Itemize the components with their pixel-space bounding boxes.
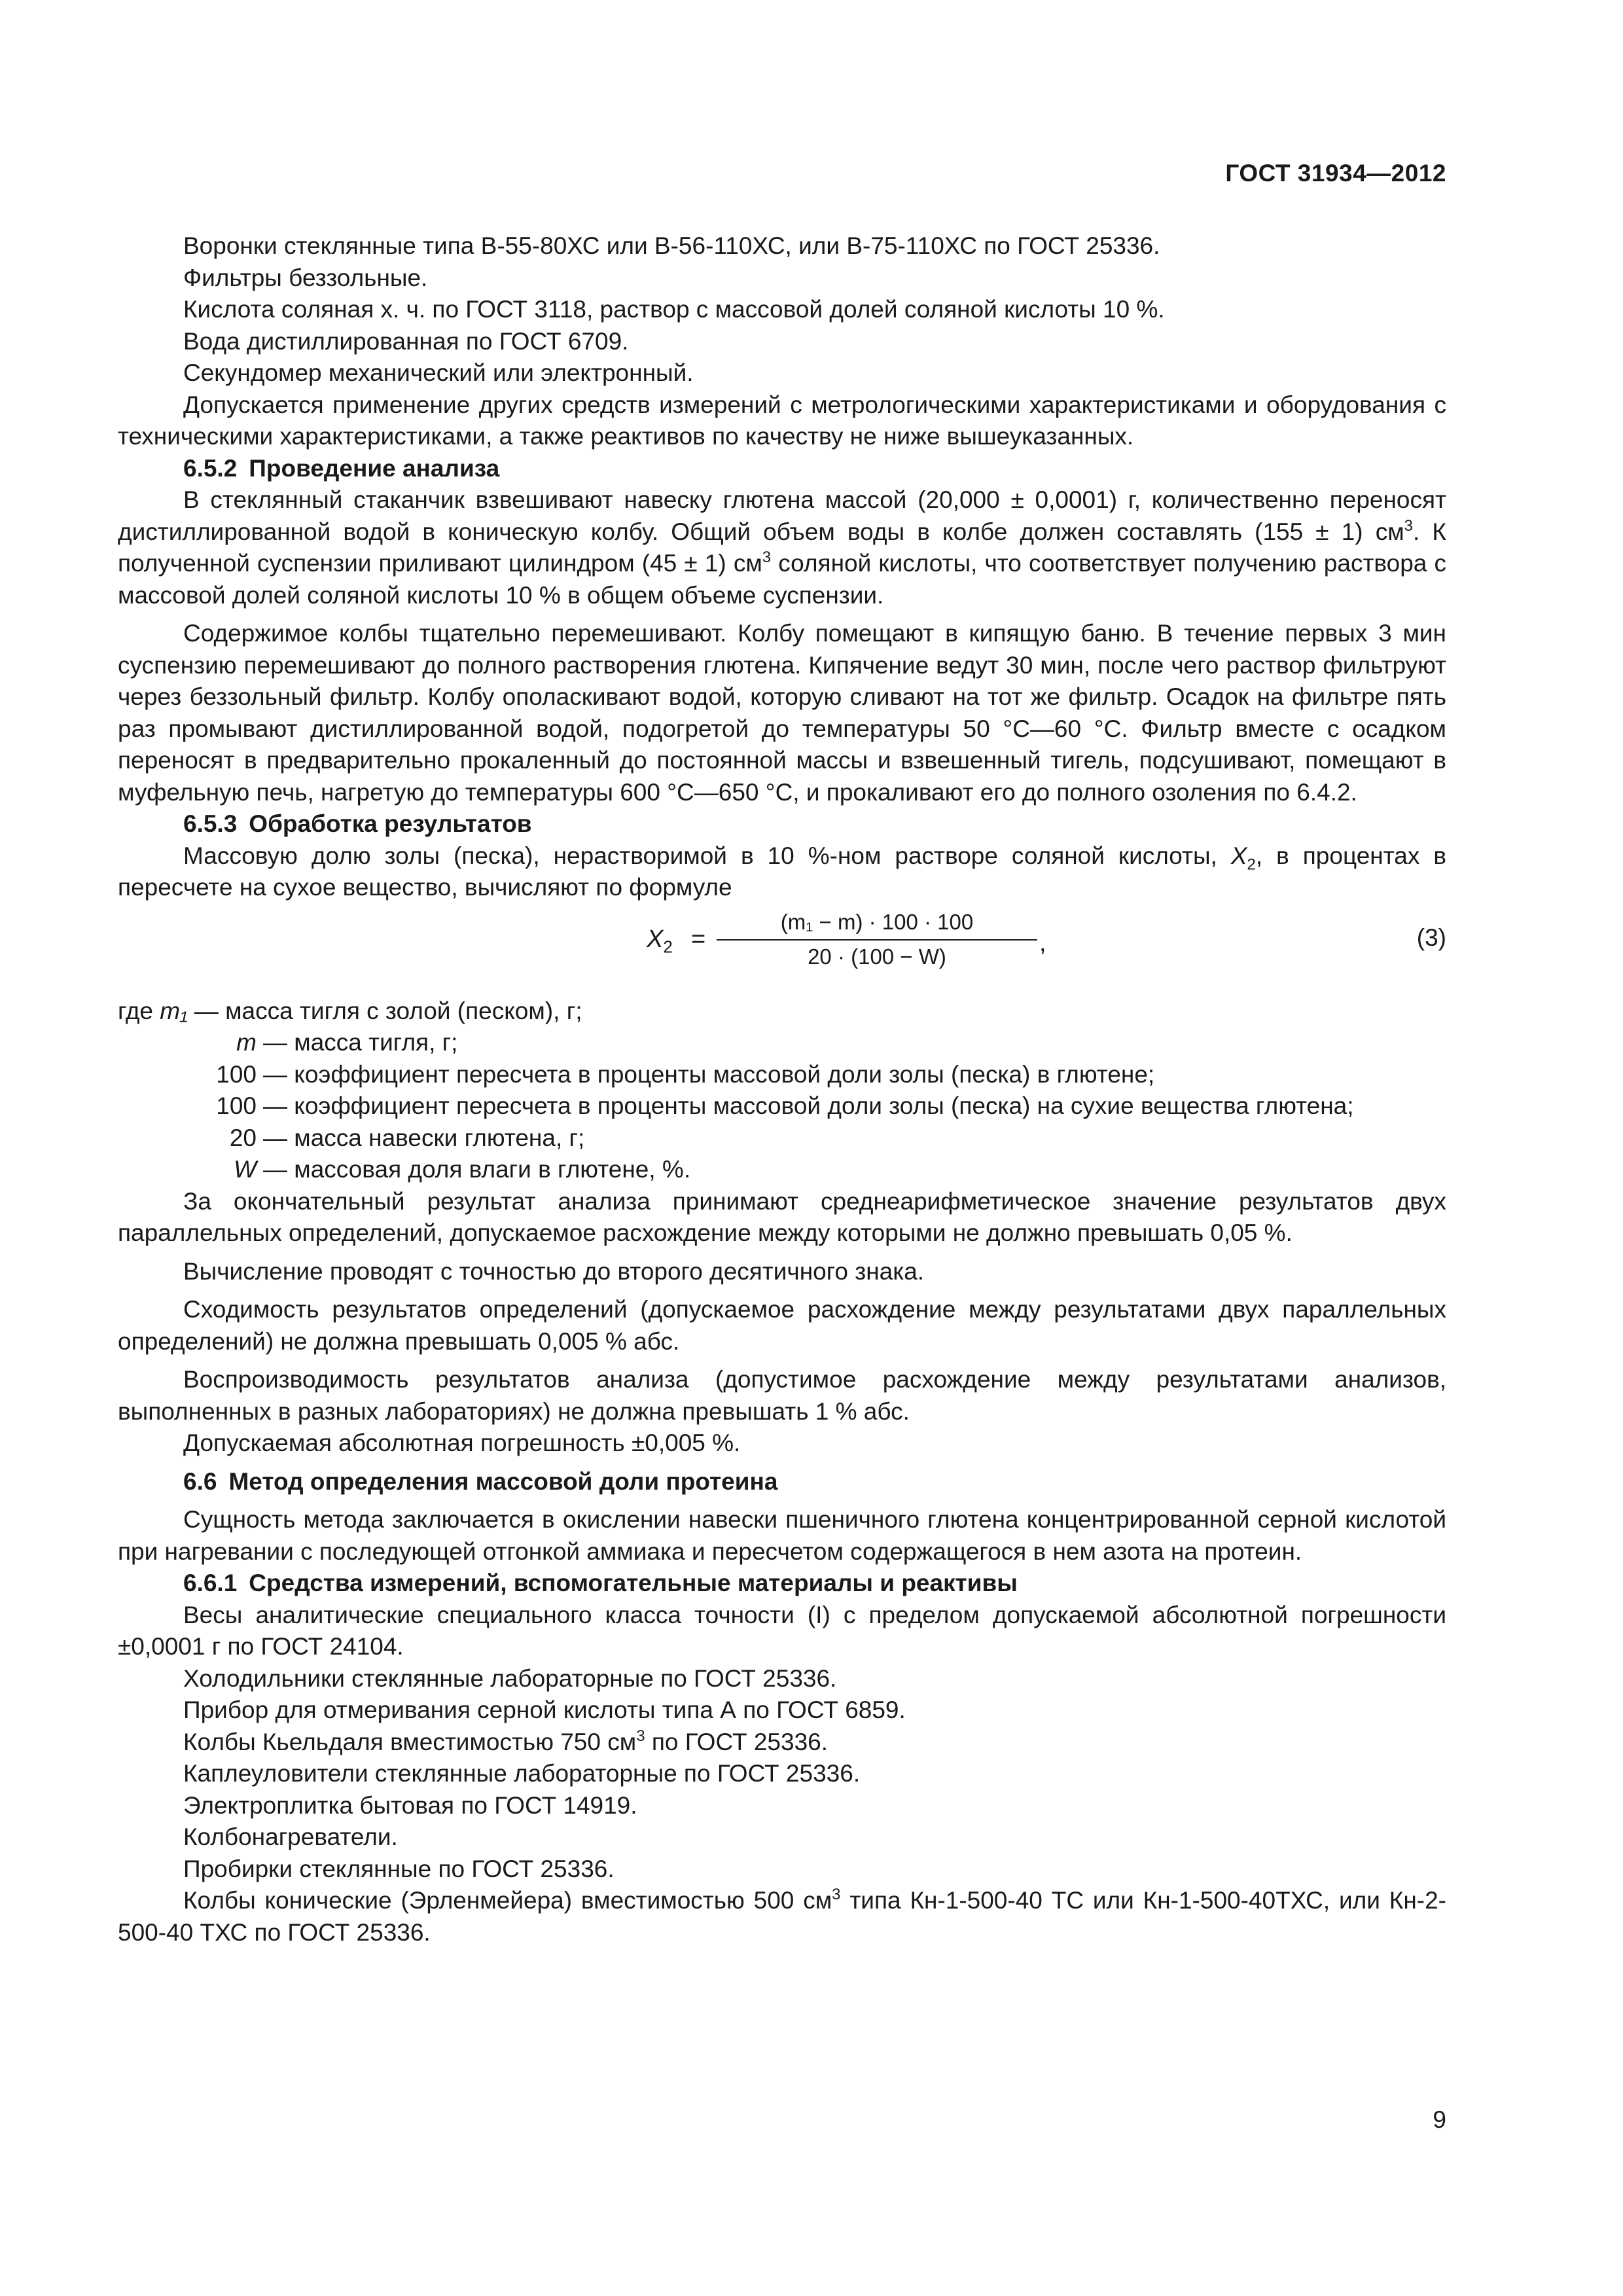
formula-fraction (717, 908, 1037, 972)
variable: X (1230, 842, 1247, 869)
equals-sign: = (691, 925, 706, 953)
text-run: , в процентах в пересчете на сухое вещество, вычисляют по формуле (118, 842, 1446, 901)
procedure-paragraph: Содержимое колбы тщательно перемешивают. Колбу помещают в кипящую баню. В течение первых 3 мин суспензию перемешивают до полного растворения глютена. Кипячение ведут 30 мин, после чего раствор фильтруют через беззольный фильтр. Колбу ополаскивают водой, которую сливают на тот же фильтр. Осадок на фильтре пять раз промывают дистиллированной водой, подогретой до температуры 50 °С—60 °С. Фильтр вместе с осадком переносят в предварительно прокаленный до постоянной массы и взвешенный тигель, подсушивают, помещают в муфельную печь, нагретую до температуры 600 °С—650 °С, и прокаливают его до полного озоления по 6.4.2. (118, 620, 1446, 806)
method-essence-paragraph: Сущность метода заключается в окислении навески пшеничного глютена концентрированной серной кислотой при нагревании с последующей отгонкой аммиака и пересчетом содержащегося в нем азота на протеин. (118, 1506, 1446, 1565)
symbol: W (234, 1156, 257, 1183)
definition-symbol (118, 1154, 263, 1186)
final-result-paragraph: За окончательный результат анализа принимают среднеарифметическое значение результатов двух параллельных определений, допускаемое расхождение между которыми не должно превышать 0,05 %. (118, 1187, 1446, 1246)
list-item: Электроплитка бытовая по ГОСТ 14919. (183, 1791, 637, 1819)
symbol: m (236, 1029, 257, 1056)
definition-symbol (118, 996, 194, 1028)
formula-denominator: 20 · (100 − W) (808, 944, 946, 969)
definition-row (118, 1027, 1446, 1059)
definition-text: — масса тигля с золой (песком), г; (194, 997, 582, 1024)
procedure-paragraph (118, 484, 1446, 611)
definition-row (118, 1059, 1446, 1091)
formula-3 (118, 908, 1446, 986)
error-paragraph: Допускаемая абсолютная погрешность ±0,005 %. (183, 1429, 741, 1456)
list-item: Колбонагреватели. (183, 1823, 398, 1850)
text-run: Колбы Кьельдаля вместимостью 750 см (183, 1728, 637, 1755)
reproducibility-paragraph: Воспроизводимость результатов анализа (допустимое расхождение между результатами анализов, выполненных в разных лабораториях) не должна превышать 1 % абс. (118, 1366, 1446, 1425)
definition-symbol: 20 (229, 1124, 257, 1151)
superscript: 3 (1404, 516, 1414, 535)
allowance-paragraph: Допускается применение других средств измерений с метрологическими характеристиками и оборудования с техническими характеристиками, а также реактивов по качеству не ниже вышеуказанных. (118, 391, 1446, 450)
list-item: Холодильники стеклянные лабораторные по ГОСТ 25336. (183, 1664, 837, 1692)
text-run: типа Кн-1-500-40 ТС или Кн-1-500-40ТХС, или Кн-2-500-40 ТХС по ГОСТ 25336. (118, 1887, 1446, 1946)
list-item: Пробирки стеклянные по ГОСТ 25336. (183, 1855, 615, 1882)
repeatability-paragraph: Сходимость результатов определений (допускаемое расхождение между результатами двух параллельных определений) не должна превышать 0,005 % абс. (118, 1296, 1446, 1355)
list-item: Фильтры беззольные. (183, 264, 428, 291)
section-title: Метод определения массовой доли протеина (228, 1467, 778, 1495)
section-number: 6.5.2 (183, 454, 238, 482)
section-title: Обработка результатов (249, 810, 532, 837)
text-run: по ГОСТ 25336. (645, 1728, 828, 1755)
superscript: 3 (762, 548, 772, 566)
symbol: m₁ (160, 997, 188, 1024)
section-heading-6-6 (118, 1466, 1446, 1498)
list-item: Весы аналитические специального класса точности (I) с пределом допускаемой абсолютной погрешности ±0,0001 г по ГОСТ 24104. (118, 1601, 1446, 1660)
text-run: В стеклянный стаканчик взвешивают навеску глютена массой (20,000 ± 0,0001) г, количественно переносят дистиллированной водой в коническую колбу. Общий объем воды в колбе должен составлять (155 ± 1) см (118, 486, 1446, 545)
section-number: 6.6.1 (183, 1570, 238, 1596)
section-number: 6.5.3 (183, 810, 238, 837)
subscript: 2 (663, 937, 673, 957)
text-run: Массовую долю золы (песка), нерастворимой в 10 %-ном растворе соляной кислоты, (183, 842, 1231, 869)
definition-text: — массовая доля влаги в глютене, %. (263, 1156, 691, 1183)
page-number: 9 (1433, 2106, 1446, 2133)
formula-lhs (647, 924, 673, 956)
definition-row (118, 1090, 1446, 1122)
superscript: 3 (832, 1886, 841, 1903)
variable-definitions (118, 996, 1446, 1186)
section-title: Средства измерений, вспомогательные материалы и реактивы (249, 1570, 1018, 1596)
definition-symbol: 100 (216, 1060, 257, 1088)
section-heading-6-5-2 (118, 453, 1446, 485)
list-item (118, 1727, 1446, 1759)
definition-symbol (118, 1027, 263, 1059)
list-item: Вода дистиллированная по ГОСТ 6709. (183, 327, 629, 355)
document-body (118, 230, 1446, 1948)
definition-row (118, 1154, 1446, 1186)
standard-header: ГОСТ 31934—2012 (1225, 160, 1446, 187)
list-item: Воронки стеклянные типа В-55-80ХС или В-56-110ХС, или В-75-110ХС по ГОСТ 25336. (183, 232, 1160, 259)
definition-row (118, 996, 1446, 1028)
section-number: 6.6 (183, 1467, 217, 1495)
list-item: Каплеуловители стеклянные лабораторные по ГОСТ 25336. (183, 1760, 861, 1787)
superscript: 3 (636, 1727, 645, 1745)
formula-variable: X (647, 925, 664, 953)
list-item: Прибор для отмеривания серной кислоты типа А по ГОСТ 6859. (183, 1696, 906, 1723)
section-heading-6-5-3 (118, 808, 1446, 840)
formula-comma: , (1039, 929, 1046, 957)
text-run: соляной кислоты, что соответствует получению раствора с массовой долей соляной кислоты 10 % в общем объеме суспензии. (118, 550, 1447, 609)
list-item: Кислота соляная х. ч. по ГОСТ 3118, раствор с массовой долей соляной кислоты 10 %. (183, 296, 1165, 323)
precision-paragraph: Вычисление проводят с точностью до второго десятичного знака. (183, 1257, 925, 1285)
definition-text: — коэффициент пересчета в проценты массовой доли золы (песка) на сухие вещества глютена; (263, 1092, 1354, 1119)
where-word: где (118, 997, 154, 1024)
formula-numerator: (m₁ − m) · 100 · 100 (717, 908, 1037, 941)
subscript: 2 (1247, 855, 1256, 873)
formula-number: (3) (1416, 924, 1446, 951)
text-run: . К полученной суспензии приливают цилиндром (45 ± 1) см (118, 518, 1446, 577)
list-item: Секундомер механический или электронный. (183, 359, 694, 386)
list-item (118, 1885, 1446, 1948)
definition-symbol: 100 (216, 1092, 257, 1119)
definition-text: — масса тигля, г; (263, 1029, 458, 1056)
definition-row (118, 1122, 1446, 1155)
text-run: Колбы конические (Эрленмейера) вместимостью 500 см (183, 1887, 832, 1914)
definition-text: — масса навески глютена, г; (263, 1124, 585, 1151)
definition-text: — коэффициент пересчета в проценты массовой доли золы (песка) в глютене; (263, 1060, 1155, 1088)
section-heading-6-6-1 (118, 1568, 1446, 1600)
section-title: Проведение анализа (249, 454, 500, 482)
formula-intro-paragraph (118, 840, 1446, 904)
